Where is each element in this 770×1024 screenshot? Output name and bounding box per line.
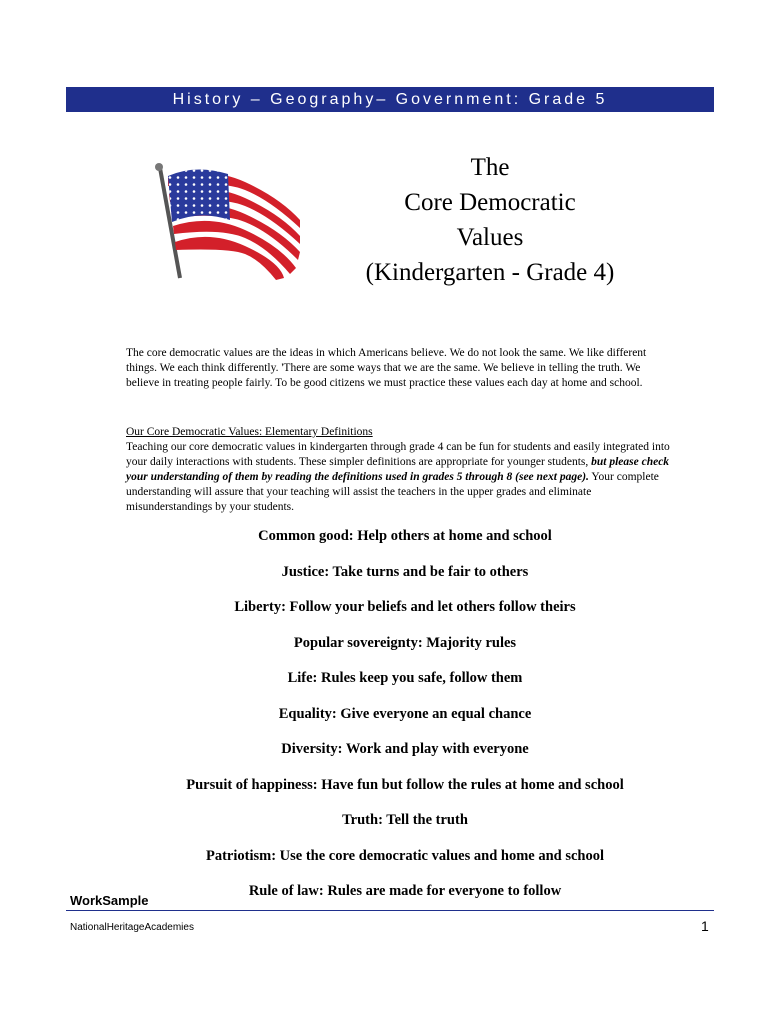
value-patriotism: Patriotism: Use the core democratic values and home and school (205, 847, 605, 864)
title-line-2: Core Democratic (404, 189, 576, 216)
footer-organization: NationalHeritageAcademies (70, 922, 194, 933)
value-diversity: Diversity: Work and play with everyone (281, 741, 529, 757)
title-line-4: (Kindergarten - Grade 4) (365, 259, 615, 286)
footer-divider (66, 910, 714, 911)
page-number: 1 (701, 918, 709, 934)
worksample-label: WorkSample (70, 893, 149, 908)
value-justice: Justice: Take turns and be fair to others (281, 563, 529, 580)
definitions-text-1: Teaching our core democratic values in kindergarten through grade 4 can be fun for students and easily integrated into your daily interactions with students. These simpler definitions are appropriate for younger students, (126, 441, 670, 468)
definitions-text-2: Your complete understanding will assure that your teaching will assist the teachers in the upper grades and eliminate misunderstandings by your students. (126, 471, 659, 513)
values-list (70, 526, 740, 917)
value-liberty: Liberty: Follow your beliefs and let others follow theirs (234, 599, 576, 615)
value-popular-sovereignty: Popular sovereignty: Majority rules (293, 634, 517, 651)
definitions-section (126, 425, 674, 515)
title-line-1: The (470, 154, 510, 181)
value-life: Life: Rules keep you safe, follow them (287, 670, 523, 686)
header-banner: History – Geography– Government: Grade 5 (66, 87, 714, 112)
value-equality: Equality: Give everyone an equal chance (278, 705, 532, 722)
value-rule-of-law: Rule of law: Rules are made for everyone to follow (248, 883, 562, 899)
definitions-emphasis: but please check your understanding of them by reading the definitions used in grades 5 through 8 (see next page). (126, 456, 670, 483)
title-line-3: Values (456, 224, 524, 251)
american-flag-icon (150, 160, 310, 285)
intro-paragraph: The core democratic values are the ideas in which Americans believe. We do not look the same. We like different things. We each think differently. 'There are some ways that we are the same. We believe in telling the truth. We believe in treating people fairly. To be good citizens we must practice these values each day at home and school. (126, 347, 647, 389)
document-title (330, 150, 650, 290)
value-truth: Truth: Tell the truth (342, 812, 468, 828)
definitions-heading: Our Core Democratic Values: Elementary Definitions (126, 426, 373, 438)
value-pursuit-of-happiness: Pursuit of happiness: Have fun but follow the rules at home and school (186, 776, 624, 793)
value-common-good: Common good: Help others at home and school (258, 528, 552, 544)
